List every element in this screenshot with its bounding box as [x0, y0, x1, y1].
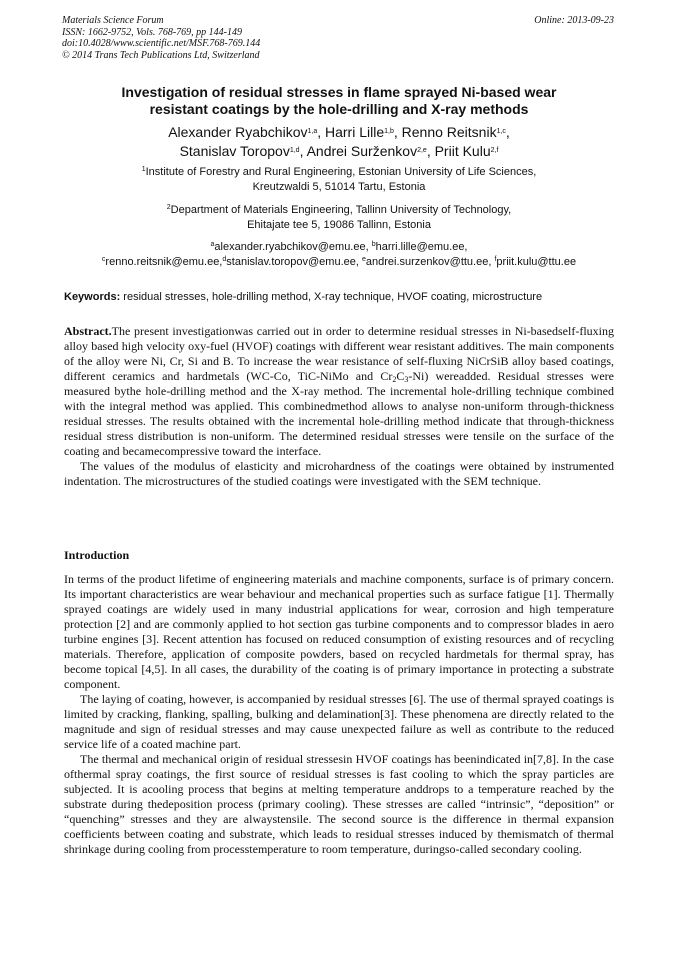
affiliation-1	[60, 165, 618, 195]
email-link[interactable]: harri.lille@emu.ee,	[375, 241, 468, 253]
intro-paragraph-3: The thermal and mechanical origin of residual stressesin HVOF coatings has beenindicated in[7,8]. In the case ofthermal spray coatings, the first source of residual stresses is fast cooling to which the spray particles are subjected. It is acooling process that begins at melting temperature anddrops to a temperature reached by the substrate during thedeposition process (primary cooling). These stresses are called “intrinsic”, “deposition” or “quenching” stresses and they are alwaystensile. The second source is the difference in thermal expansion coefficients between coating and substrate, which leads to residual stresses induced by themismatch of thermal shrinkage during cooling from processtemperature to room temperature, duringso-called secondary cooling.	[64, 752, 614, 856]
affil-1-line-2: Kreutzwaldi 5, 51014 Tartu, Estonia	[252, 181, 426, 193]
email-mark: c	[101, 256, 106, 263]
author-affil-mark: 1,c	[496, 128, 506, 135]
author-name: Alexander Ryabchikov	[168, 124, 308, 140]
abstract-label: Abstract.	[64, 324, 112, 338]
email-link[interactable]: priit.kulu@ttu.ee	[496, 256, 577, 268]
author-affil-mark: 1,d	[289, 147, 300, 154]
author-name: , Renno Reitsnik	[393, 124, 497, 140]
author-separator: ,	[505, 124, 510, 140]
author-name: , Harri Lille	[317, 124, 385, 140]
author-name: Stanislav Toropov	[179, 143, 290, 159]
email-link[interactable]: alexander.ryabchikov@emu.ee,	[214, 241, 372, 253]
affil-mark: 1	[141, 166, 146, 173]
abstract-paragraph-2: The values of the modulus of elasticity and microhardness of the coatings were obtained by instrumented indentation. The microstructures of the studied coatings were investigated with the SEM technique.	[64, 459, 614, 488]
email-link[interactable]: stanislav.toropov@emu.ee,	[226, 256, 362, 268]
section-heading-introduction: Introduction	[64, 548, 130, 562]
author-affil-mark: 1,b	[384, 128, 394, 135]
email-mark: a	[210, 241, 215, 248]
author-affil-mark: 1,a	[307, 128, 318, 135]
email-mark: b	[371, 241, 376, 248]
email-mark: f	[494, 256, 497, 263]
title-line-2: resistant coatings by the hole-drilling and X-ray methods	[149, 101, 529, 117]
abstract	[64, 324, 614, 489]
keywords-label: Keywords:	[64, 291, 121, 303]
email-mark: d	[222, 256, 227, 263]
intro-paragraph-1: In terms of the product lifetime of engineering materials and machine components, surface is of primary concern. Its important characteristics are wear behaviour and mechanical properties such as surface fatigue [1]. Thermally sprayed coatings are widely used in many industrial applications for wear, corrosion and high temperature protection [2] and are commonly applied to hot section gas turbine components and to compressor blades in aero turbine engines [3]. Recent attention has focused on reduced consumption of existing resources and of recycling materials. Therefore, application of composite powders, based on recycled hardmetals for thermal spray, has become topical [4,5]. In all cases, the durability of the coating is of primary importance in protecting a substrate component.	[64, 572, 614, 691]
issn-line: ISSN: 1662-9752, Vols. 768-769, pp 144-149	[62, 26, 242, 38]
copyright-line: © 2014 Trans Tech Publications Ltd, Switzerland	[62, 49, 260, 61]
introduction-body	[64, 572, 614, 857]
journal-name: Materials Science Forum	[62, 15, 164, 26]
affil-1-line-1: Institute of Forestry and Rural Engineering, Estonian University of Life Sciences,	[145, 166, 537, 178]
keywords	[64, 290, 618, 304]
keywords-text: residual stresses, hole-drilling method, X-ray technique, HVOF coating, microstructure	[120, 291, 543, 303]
affiliation-2	[60, 203, 618, 233]
email-mark: e	[361, 256, 366, 263]
abstract-paragraph-1: Abstract.The present investigationwas carried out in order to determine residual stresses in Ni-basedself-fluxing alloy based high velocity oxy-fuel (HVOF) coatings with different wear resistant additives. The main components of the alloy were Ni, Cr, Si and B. To increase the wear resistance of self-fluxing NiCrSiB alloy based coatings, different ceramics and hardmetals (WC-Co, TiC-NiMo and $Cr_2C_3-Ni$) wereadded. Residual stresses were measured bythe hole-drilling method and the X-ray method. The incremental hole-drilling technique combined with the integral method was applied. This combinedmethod allows to analyse non-uniform through-thickness residual stresses. The results obtained with the incremental hole-drilling method indicate that through-thickness residual stress distribution is non-uniform. The determined residual stresses were tensile on the surface of the coating and becamecompressive toward the interface.	[64, 324, 614, 458]
paper-title	[70, 84, 608, 118]
author-name: , Priit Kulu	[426, 143, 491, 159]
affil-2-line-2: Ehitajate tee 5, 19086 Tallinn, Estonia	[247, 219, 431, 231]
author-affil-mark: 2,f	[490, 147, 499, 154]
author-line-1	[60, 123, 618, 142]
affil-2-line-1: Department of Materials Engineering, Tallinn University of Technology,	[170, 204, 512, 216]
author-line-2	[60, 142, 618, 161]
doi-line: doi:10.4028/www.scientific.net/MSF.768-769.144	[62, 38, 261, 49]
affil-mark: 2	[166, 204, 171, 211]
title-line-1: Investigation of residual stresses in flame sprayed Ni-based wear	[121, 84, 557, 100]
author-list	[60, 123, 618, 161]
intro-paragraph-2: The laying of coating, however, is accompanied by residual stresses [6]. The use of thermal sprayed coatings is limited by cracking, flanking, spalling, bulking and delamination[3]. These phenomena are directly related to the magnitude and sign of residual stresses and may cause unexpected failure as well as contribute to the reduced service life of a coated machine part.	[64, 692, 614, 751]
journal-info	[62, 15, 260, 61]
online-date: Online: 2013-09-23	[534, 15, 614, 26]
email-link[interactable]: renno.reitsnik@emu.ee,	[105, 256, 223, 268]
email-link[interactable]: andrei.surzenkov@ttu.ee,	[365, 256, 495, 268]
author-name: , Andrei Surženkov	[299, 143, 418, 159]
author-affil-mark: 2,e	[417, 147, 427, 154]
email-list	[60, 240, 618, 270]
